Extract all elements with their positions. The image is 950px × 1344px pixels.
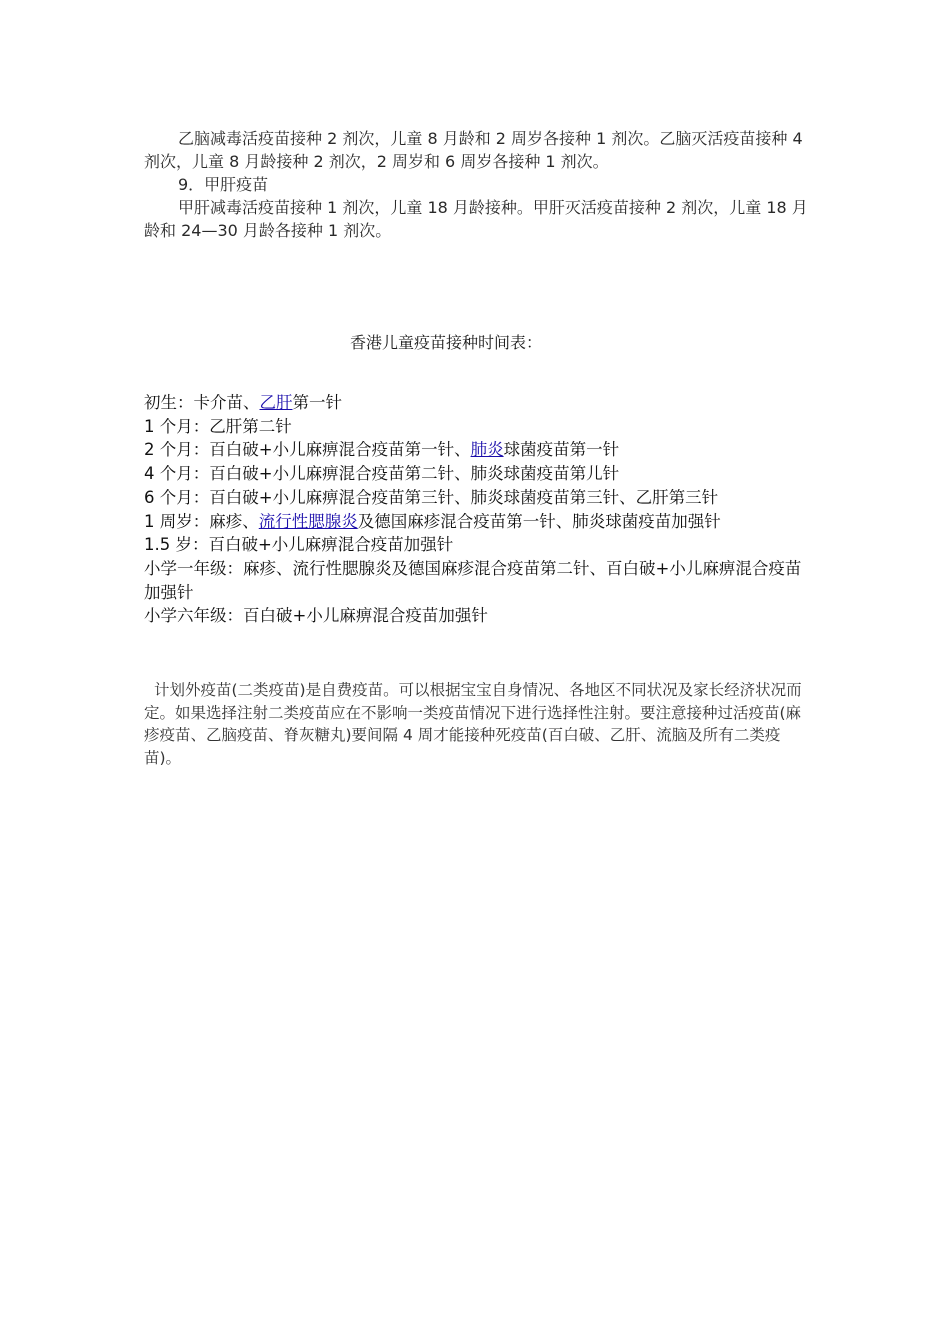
schedule-text: 2 个月：百白破+小儿麻痹混合疫苗第一针、	[144, 440, 471, 460]
optional-vaccine-note	[144, 679, 808, 769]
schedule-line-1-month: 1 个月：乙肝第二针	[144, 416, 292, 436]
hepatitis-b-link[interactable]: 乙肝	[259, 393, 293, 412]
hk-schedule-list	[144, 391, 804, 628]
vaccine-section-text	[144, 127, 812, 242]
schedule-line-birth	[144, 391, 804, 415]
schedule-line-1-year	[144, 510, 804, 534]
optional-vaccine-text: 计划外疫苗(二类疫苗)是自费疫苗。可以根据宝宝自身情况、各地区不同状况及家长经济状况而定。如果选择注射二类疫苗应在不影响一类疫苗情况下进行选择性注射。要注意接种过活疫苗(麻疹疫苗、乙脑疫苗、脊灰糖丸)要间隔 4 周才能接种死疫苗(百白破、乙肝、流脑及所有二类疫苗)。	[144, 681, 802, 767]
optional-vaccine-paragraph	[144, 679, 808, 769]
schedule-line-6-months: 6 个月：百白破+小儿麻痹混合疫苗第三针、肺炎球菌疫苗第三针、乙肝第三针	[144, 487, 719, 507]
jyph-vaccine-paragraph: 乙脑减毒活疫苗接种 2 剂次，儿童 8 月龄和 2 周岁各接种 1 剂次。乙脑灭活疫苗接种 4 剂次，儿童 8 月龄接种 2 剂次，2 周岁和 6 周岁各接种 1 剂次。	[144, 129, 803, 171]
schedule-line-4-months: 4 个月：百白破+小儿麻痹混合疫苗第二针、肺炎球菌疫苗第儿针	[144, 464, 620, 484]
schedule-text: 球菌疫苗第一针	[503, 440, 620, 460]
schedule-line-1-5-years: 1.5 岁：百白破+小儿麻痹混合疫苗加强针	[144, 535, 454, 555]
hepatitis-a-paragraph: 甲肝减毒活疫苗接种 1 剂次，儿童 18 月龄接种。甲肝灭活疫苗接种 2 剂次，儿童 18 月龄和 24—30 月龄各接种 1 剂次。	[144, 198, 808, 240]
hepatitis-a-heading: 9．甲肝疫苗	[178, 175, 269, 194]
mumps-link[interactable]: 流行性腮腺炎	[258, 511, 358, 531]
schedule-line-primary-1: 小学一年级：麻疹、流行性腮腺炎及德国麻疹混合疫苗第二针、百白破+小儿麻痹混合疫苗加强针	[144, 558, 802, 602]
schedule-line-primary-6: 小学六年级：百白破+小儿麻痹混合疫苗加强针	[144, 606, 488, 626]
pneumonia-link[interactable]: 肺炎	[470, 440, 504, 460]
schedule-text: 1 周岁：麻疹、	[144, 511, 259, 531]
schedule-text: 第一针	[292, 393, 342, 412]
schedule-text: 及德国麻疹混合疫苗第一针、肺炎球菌疫苗加强针	[357, 511, 721, 531]
schedule-text: 初生：卡介苗、	[144, 393, 260, 412]
hk-schedule-title: 香港儿童疫苗接种时间表：	[349, 333, 542, 352]
schedule-line-2-months	[144, 438, 804, 462]
